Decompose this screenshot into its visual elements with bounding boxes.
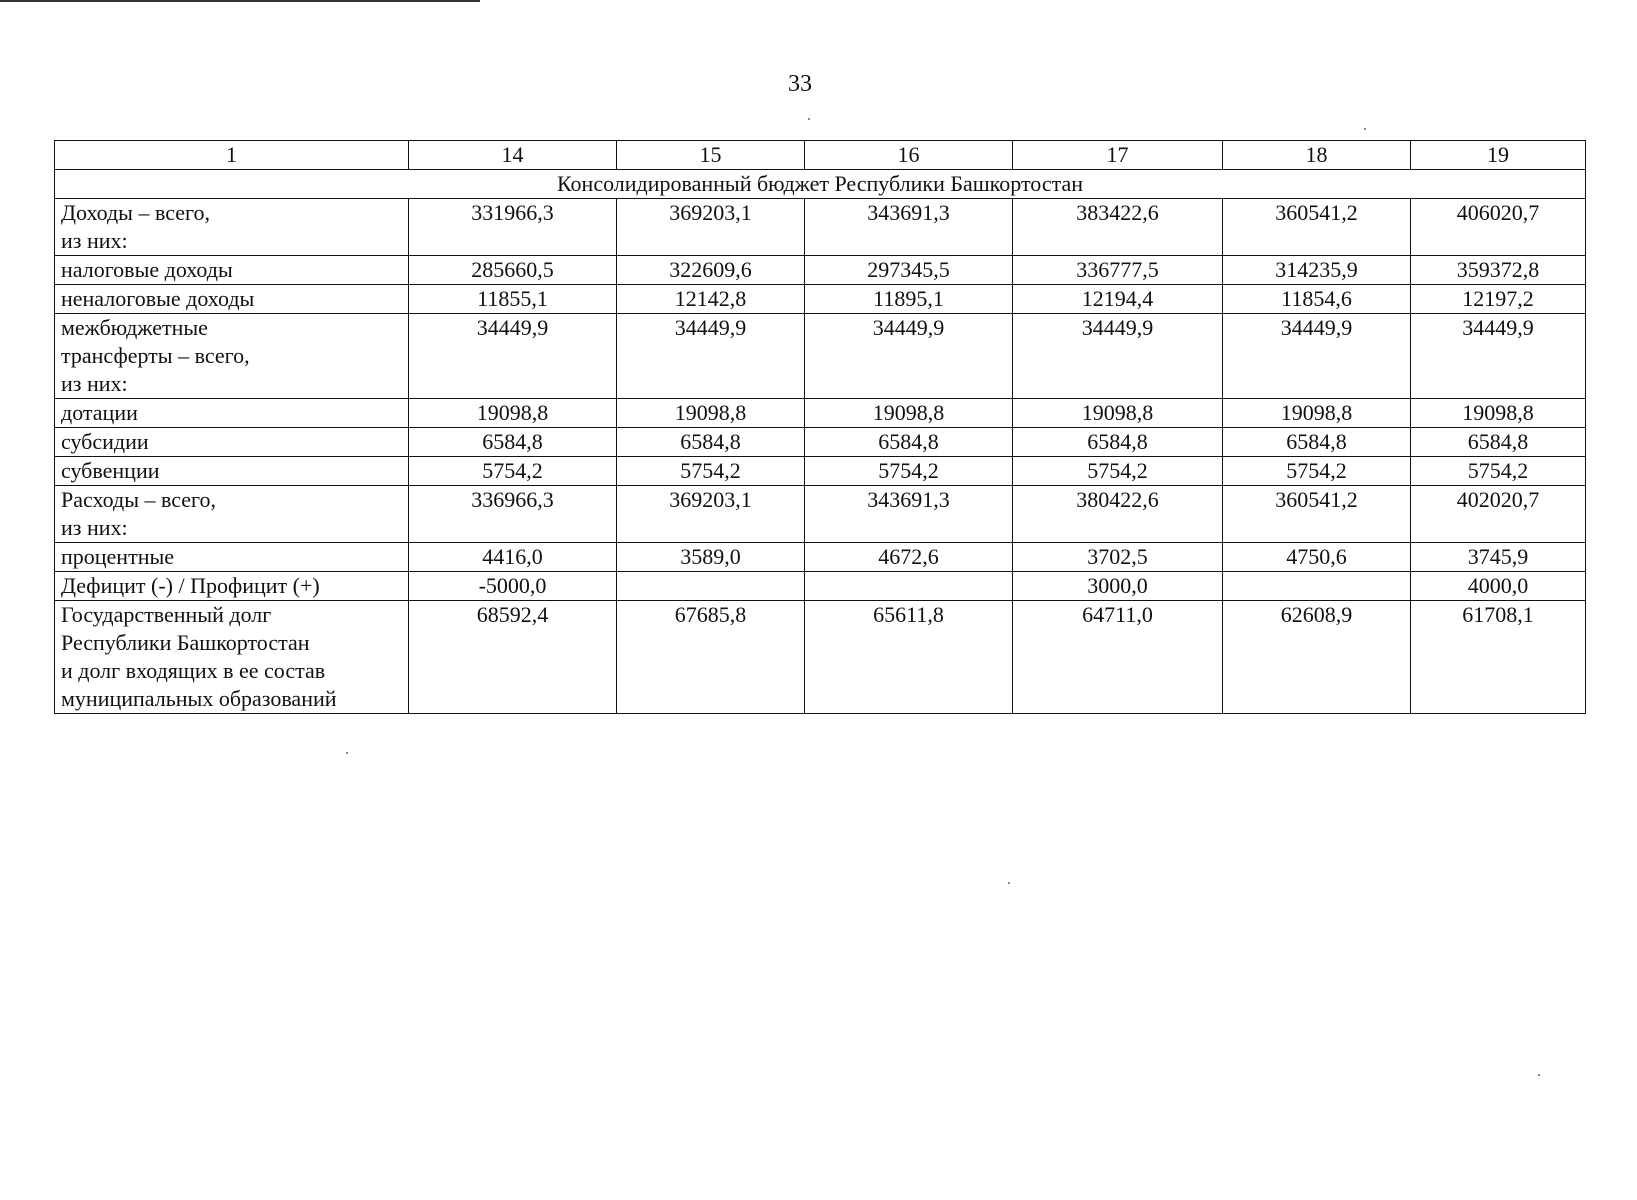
- column-number: 15: [617, 141, 805, 170]
- value-cell: 406020,7: [1411, 199, 1586, 256]
- column-number: 16: [805, 141, 1013, 170]
- value-cell: 64711,0: [1013, 601, 1223, 714]
- scan-speck: [346, 752, 348, 754]
- column-number-row: [55, 141, 1586, 170]
- value-cell: 297345,5: [805, 256, 1013, 285]
- row-label: межбюджетные трансферты – всего, из них:: [55, 314, 409, 399]
- value-cell: 11855,1: [409, 285, 617, 314]
- table-row: [55, 256, 1586, 285]
- value-cell: [805, 572, 1013, 601]
- scan-speck: [808, 118, 810, 120]
- value-cell: 61708,1: [1411, 601, 1586, 714]
- table-row: [55, 486, 1586, 543]
- value-cell: 6584,8: [1223, 428, 1411, 457]
- section-row: [55, 170, 1586, 199]
- value-cell: 4000,0: [1411, 572, 1586, 601]
- table-row: [55, 399, 1586, 428]
- value-cell: [1223, 572, 1411, 601]
- value-cell: 336966,3: [409, 486, 617, 543]
- value-cell: 369203,1: [617, 199, 805, 256]
- table-row: [55, 428, 1586, 457]
- row-label: Доходы – всего, из них:: [55, 199, 409, 256]
- value-cell: -5000,0: [409, 572, 617, 601]
- value-cell: 380422,6: [1013, 486, 1223, 543]
- value-cell: 65611,8: [805, 601, 1013, 714]
- row-label: Дефицит (-) / Профицит (+): [55, 572, 409, 601]
- value-cell: 359372,8: [1411, 256, 1586, 285]
- value-cell: 360541,2: [1223, 486, 1411, 543]
- value-cell: 67685,8: [617, 601, 805, 714]
- value-cell: 3745,9: [1411, 543, 1586, 572]
- row-label: дотации: [55, 399, 409, 428]
- scan-edge-line: [0, 0, 480, 2]
- value-cell: 34449,9: [1013, 314, 1223, 399]
- value-cell: 4672,6: [805, 543, 1013, 572]
- value-cell: 19098,8: [805, 399, 1013, 428]
- column-number: 18: [1223, 141, 1411, 170]
- value-cell: 343691,3: [805, 486, 1013, 543]
- value-cell: [617, 572, 805, 601]
- value-cell: 19098,8: [1013, 399, 1223, 428]
- value-cell: 34449,9: [409, 314, 617, 399]
- value-cell: 11854,6: [1223, 285, 1411, 314]
- row-label: неналоговые доходы: [55, 285, 409, 314]
- value-cell: 4416,0: [409, 543, 617, 572]
- value-cell: 6584,8: [1013, 428, 1223, 457]
- value-cell: 12194,4: [1013, 285, 1223, 314]
- value-cell: 6584,8: [617, 428, 805, 457]
- value-cell: 68592,4: [409, 601, 617, 714]
- value-cell: 19098,8: [409, 399, 617, 428]
- value-cell: 3000,0: [1013, 572, 1223, 601]
- value-cell: 5754,2: [805, 457, 1013, 486]
- value-cell: 12197,2: [1411, 285, 1586, 314]
- table-row: [55, 572, 1586, 601]
- row-label: процентные: [55, 543, 409, 572]
- value-cell: 34449,9: [805, 314, 1013, 399]
- value-cell: 343691,3: [805, 199, 1013, 256]
- table-row: [55, 199, 1586, 256]
- row-label: Государственный долг Республики Башкортостан и долг входящих в ее состав муниципальных образований: [55, 601, 409, 714]
- value-cell: 4750,6: [1223, 543, 1411, 572]
- table-row: [55, 285, 1586, 314]
- value-cell: 11895,1: [805, 285, 1013, 314]
- value-cell: 360541,2: [1223, 199, 1411, 256]
- value-cell: 285660,5: [409, 256, 617, 285]
- column-number: 14: [409, 141, 617, 170]
- value-cell: 19098,8: [1223, 399, 1411, 428]
- section-title: Консолидированный бюджет Республики Башкортостан: [55, 170, 1586, 199]
- column-number: 17: [1013, 141, 1223, 170]
- value-cell: 3589,0: [617, 543, 805, 572]
- value-cell: 402020,7: [1411, 486, 1586, 543]
- table-row: [55, 314, 1586, 399]
- page-number: 33: [788, 71, 812, 97]
- row-label: Расходы – всего, из них:: [55, 486, 409, 543]
- value-cell: 383422,6: [1013, 199, 1223, 256]
- value-cell: 34449,9: [617, 314, 805, 399]
- value-cell: 3702,5: [1013, 543, 1223, 572]
- value-cell: 6584,8: [805, 428, 1013, 457]
- value-cell: 5754,2: [617, 457, 805, 486]
- value-cell: 5754,2: [409, 457, 617, 486]
- value-cell: 314235,9: [1223, 256, 1411, 285]
- scan-speck: [1538, 1074, 1540, 1076]
- table-row: [55, 457, 1586, 486]
- value-cell: 369203,1: [617, 486, 805, 543]
- value-cell: 12142,8: [617, 285, 805, 314]
- budget-table: [54, 140, 1586, 714]
- table-rows: [55, 199, 1586, 714]
- table-row: [55, 601, 1586, 714]
- value-cell: 34449,9: [1411, 314, 1586, 399]
- value-cell: 19098,8: [617, 399, 805, 428]
- value-cell: 6584,8: [1411, 428, 1586, 457]
- value-cell: 331966,3: [409, 199, 617, 256]
- scan-speck: [1008, 882, 1010, 884]
- column-number: 1: [55, 141, 409, 170]
- scan-speck: [1364, 128, 1366, 130]
- value-cell: 62608,9: [1223, 601, 1411, 714]
- value-cell: 6584,8: [409, 428, 617, 457]
- value-cell: 322609,6: [617, 256, 805, 285]
- value-cell: 34449,9: [1223, 314, 1411, 399]
- value-cell: 5754,2: [1223, 457, 1411, 486]
- value-cell: 5754,2: [1411, 457, 1586, 486]
- value-cell: 19098,8: [1411, 399, 1586, 428]
- row-label: налоговые доходы: [55, 256, 409, 285]
- value-cell: 336777,5: [1013, 256, 1223, 285]
- column-number: 19: [1411, 141, 1586, 170]
- row-label: субвенции: [55, 457, 409, 486]
- value-cell: 5754,2: [1013, 457, 1223, 486]
- row-label: субсидии: [55, 428, 409, 457]
- table-row: [55, 543, 1586, 572]
